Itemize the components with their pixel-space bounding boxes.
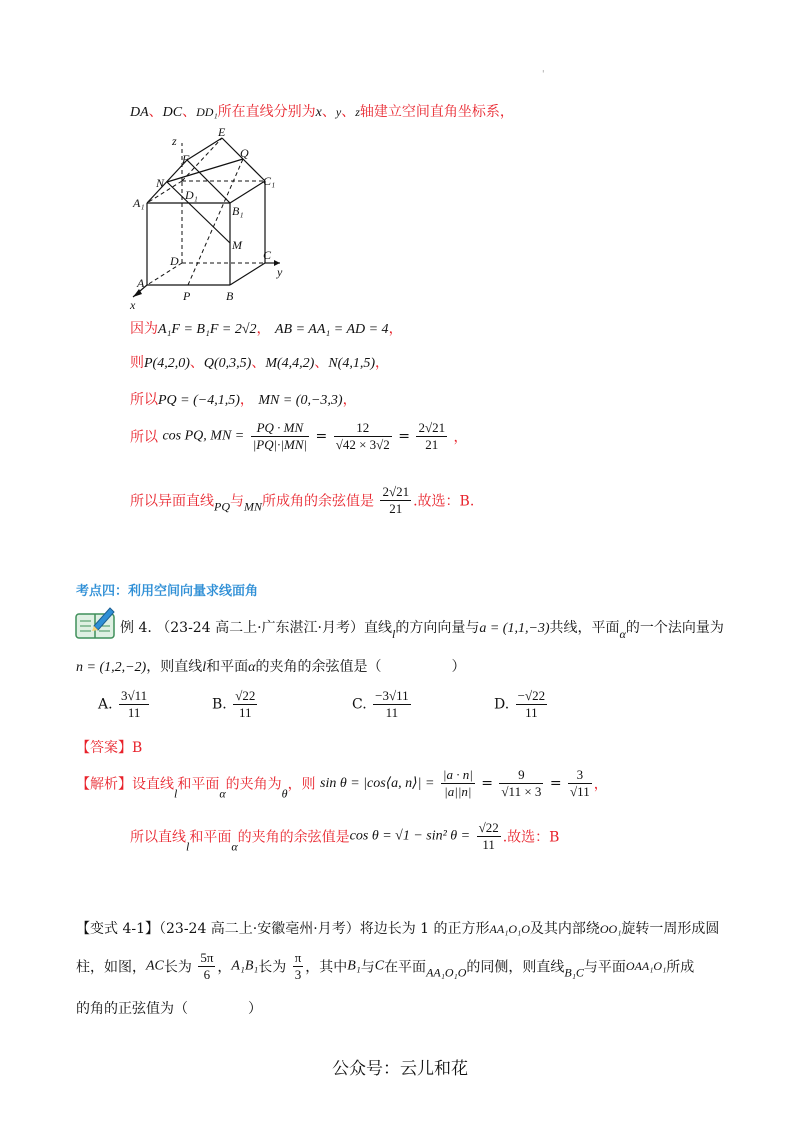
analysis-line-1: 【解析】设直线l和平面α的夹角为θ，则 sin θ = |cos⟨a, n⟩| = $\frac{|a \cdot n|}{|a||n|}$ = $\frac{9}{√11 \times 3}$ = $\frac{3}{√11}$ ， — [76, 767, 608, 801]
edge-f-e — [187, 138, 222, 160]
label-b: B — [226, 289, 234, 303]
label-n: N — [156, 176, 165, 190]
notebook-pencil-icon — [74, 604, 118, 640]
footer-wechat: 公众号：云儿和花 — [332, 1059, 468, 1079]
section-4-title: 考点四：利用空间向量求线面角 — [76, 584, 259, 599]
corner-mark: ' — [542, 70, 545, 80]
option-a[interactable]: A. $\frac{3√11}{11}$ — [98, 688, 148, 720]
label-b1: B₁ — [232, 204, 244, 218]
option-d[interactable]: D. $\frac{-√22}{11}$ — [494, 688, 546, 720]
option-c[interactable]: C. $\frac{-3√11}{11}$ — [352, 688, 409, 720]
variant-4-1-line-3: 的角的正弦值为（ ） — [76, 1001, 262, 1017]
label-a: A — [137, 276, 145, 290]
label-a1: A₁ — [133, 196, 145, 210]
label-e: E — [218, 125, 226, 139]
sol-line-4: 所以 cos PQ, MN = $\frac{PQ \cdot MN}{|PQ|\cdot|MN|}$ = $\frac{12}{√42 \times 3√2}$ = $\frac{2√21}{21}$ ， — [130, 420, 468, 452]
sol-line-3: 所以PQ = (−4,1,5)， MN = (0,−3,3)， — [130, 392, 357, 408]
label-f: F — [182, 152, 190, 166]
example-4-line-2: n = (1,2,−2)，则直线l和平面α的夹角的余弦值是（ ） — [76, 659, 466, 675]
label-d: D — [170, 254, 179, 268]
sol-line-2: 则P(4,2,0)、Q(0,3,5)、M(4,4,2)、N(4,1,5)， — [130, 355, 389, 371]
line-p-q — [188, 159, 243, 285]
variant-4-1-line-1: 【变式 4-1】（23-24 高二上·安徽亳州·月考）将边长为 1 的正方形AA₁O₁O及其内部绕OO₁旋转一周形成圆 — [76, 921, 720, 937]
label-c: C — [263, 248, 272, 262]
sol-line-1: 因为A₁F = B₁F = 2√2， AB = AA₁ = AD = 4， — [130, 321, 403, 337]
answer-line: 【答案】B — [76, 740, 143, 756]
label-p: P — [183, 289, 191, 303]
label-z: z — [172, 134, 177, 148]
label-c1: C₁ — [263, 174, 276, 188]
sol-line-5: 所以异面直线PQ与MN所成角的余弦值是 $\frac{2√21}{21}$ .故选：B. — [130, 484, 475, 516]
edge-b1-c1 — [230, 181, 265, 203]
label-q: Q — [240, 146, 249, 160]
coord-intro: DA、DC、DD₁所在直线分别为x、y、z轴建立空间直角坐标系， — [130, 104, 514, 120]
label-x: x — [130, 298, 136, 310]
analysis-line-2: 所以直线l和平面α的夹角的余弦值是cos θ = √1 − sin² θ = $\frac{√22}{11}$ .故选：B — [130, 820, 560, 854]
example-4-line-1: 例 4. （23-24 高二上·广东湛江·月考）直线l的方向向量与a = (1,1,−3)共线，平面α的一个法向量为 — [120, 620, 724, 641]
variant-4-1-line-2: 柱，如图，AC长为 $\frac{5\pi}{6}$ ，A₁B₁长为 $\frac{\pi}{3}$ ，其中B₁与C在平面AA₁O₁O的同侧，则直线B₁C与平面OAA₁O₁所成 — [76, 950, 695, 982]
geometry-figure — [125, 125, 300, 310]
edge-b-c — [230, 263, 265, 285]
label-d1: D₁ — [185, 188, 198, 202]
label-y: y — [277, 265, 283, 279]
label-m: M — [232, 238, 242, 252]
option-b[interactable]: B. $\frac{√22}{11}$ — [212, 688, 256, 720]
line-n-m — [167, 182, 230, 243]
